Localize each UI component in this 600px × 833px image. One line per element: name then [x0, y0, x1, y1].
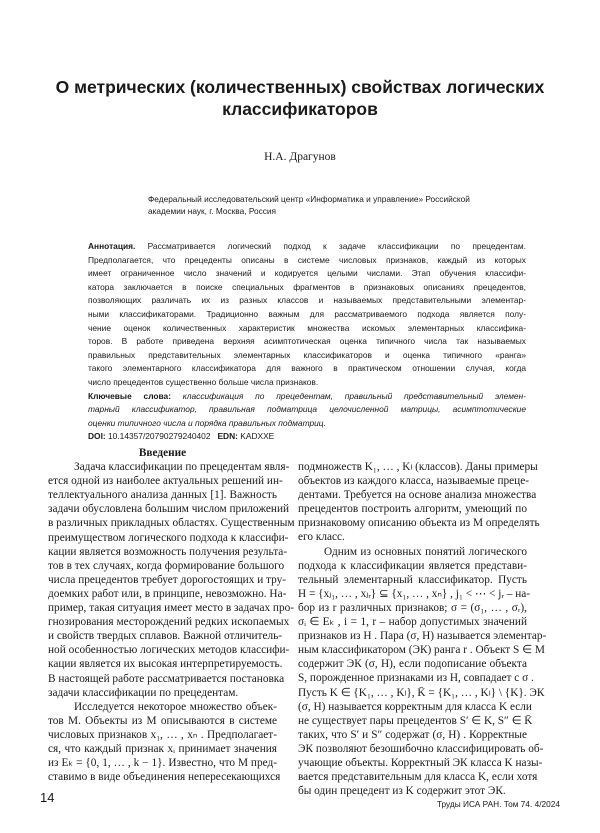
- text-line: числовых признаков x₁, … , xₙ . Предполагает-: [48, 728, 277, 742]
- keywords-text: тарный классификатор, правильная подматрица целочисленной матрицы, асимптотические: [88, 404, 526, 414]
- text-line: гнозирования месторождений редких ископаемых: [48, 615, 277, 629]
- text-line: S, порожденное признаками из H, совпадает с σ .: [298, 671, 527, 685]
- abstract-text: чение оценок количественных характеристик множества искомых элементарных классифика-: [88, 323, 526, 333]
- text-line: H = {xⱼ₁, … , xⱼᵣ} ⊆ {x₁, … , xₙ} , j₁ < ⋯ < jᵣ – на-: [298, 587, 527, 601]
- text-line: прецедентов построить алгоритм, умеющий по: [298, 502, 527, 516]
- doi-value[interactable]: 10.14357/20790279240402: [108, 431, 210, 441]
- text-line: пример, такая ситуация имеет место в задачах про-: [48, 601, 277, 615]
- text-line: Пусть K ∈ {K₁, … , Kₗ}, K̄ = {K₁, … , Kₗ} \ {K}. ЭК: [298, 686, 527, 700]
- left-column: [48, 446, 277, 784]
- abstract-text: правильных представительных элементарных классификаторов и оценка типичного «ранга»: [88, 350, 526, 360]
- article-title: О метрических (количественных) свойствах логических классификаторов: [40, 76, 560, 120]
- text-line: признаковому описанию объекта из M определять: [298, 516, 527, 530]
- text-line: таких, что S′ и S″ содержат (σ, H) . Корректные: [298, 728, 527, 742]
- journal-footer: Труды ИСА РАН. Том 74. 4/2024: [437, 799, 560, 809]
- keywords-line: [88, 403, 526, 417]
- keywords: [88, 390, 526, 431]
- abstract-line: [88, 281, 526, 295]
- abstract-line: [88, 362, 526, 376]
- text-line: вается представительным для класса K, если хотя: [298, 770, 527, 784]
- abstract-line: [88, 294, 526, 308]
- edn-value: KADXXE: [240, 431, 274, 441]
- text-line: дентами. Требуется на основе анализа множества: [298, 488, 527, 502]
- text-line: тов M. Объекты из M описываются в системе: [48, 714, 277, 728]
- text-line: ставимо в виде объединения непересекающихся: [48, 770, 277, 784]
- text-line: учающие объекты. Корректный ЭК класса K назы-: [298, 756, 527, 770]
- doi-line: [88, 430, 526, 444]
- text-line: В настоящей работе рассматривается постановка: [48, 672, 277, 686]
- text-line: признаков из H . Пара (σ, H) называется элементар-: [298, 629, 527, 643]
- abstract-label: Аннотация.: [88, 241, 135, 251]
- abstract-text: позволяющих различать их из разных классов и называемых представительными элементар-: [88, 295, 526, 305]
- paragraph: [48, 460, 277, 700]
- abstract-text: Рассматривается логический подход к задаче классификации по прецедентам.: [148, 241, 526, 251]
- text-line: содержит ЭК (σ, H), если подописание объекта: [298, 657, 527, 671]
- text-line: подхода к классификации является представи-: [298, 559, 527, 573]
- abstract-text: ными классификаторами. Традиционно важным для рассматриваемого подхода является полу-: [88, 309, 526, 319]
- text-line: ся, что каждый признак xᵢ принимает значения: [48, 742, 277, 756]
- abstract-text: Предполагается, что прецеденты описаны в системе числовых признаков, каждый из которых: [88, 255, 526, 265]
- abstract-line: [88, 240, 526, 254]
- author: Н.А. Драгунов: [0, 151, 600, 163]
- text-line: ной особенностью логических методов классифи-: [48, 643, 277, 657]
- abstract-line: [88, 254, 526, 268]
- abstract-line: [88, 335, 526, 349]
- text-line: тельный элементарный классификатор. Пусть: [298, 573, 527, 587]
- paragraph: [48, 700, 277, 785]
- text-line: не существует пары прецедентов S′ ∈ K, S″ ∈ K̄: [298, 714, 527, 728]
- keywords-line: [88, 417, 526, 431]
- text-line: преимуществом логического подхода к классифи-: [48, 531, 277, 545]
- text-line: кации является их высокая интерпретируемость.: [48, 657, 277, 671]
- abstract-line: [88, 267, 526, 281]
- abstract-line: [88, 349, 526, 363]
- text-line: в различных прикладных областях. Существенным: [48, 516, 277, 530]
- text-line: задачи классификации по прецедентам.: [48, 686, 277, 700]
- text-line: его класс.: [298, 530, 527, 544]
- text-line: числа прецедентов требует дорогостоящих и тру-: [48, 573, 277, 587]
- text-line: теллектуального анализа данных [1]. Важность: [48, 488, 277, 502]
- abstract-text: число прецедентов существенно больше числа признаков.: [88, 377, 318, 387]
- right-column: [298, 460, 527, 798]
- abstract-text: имеет ограниченное число значений и кодируется целыми числами. Этап обучения классифи-: [88, 268, 526, 278]
- text-line: задачи обусловлена большим числом приложений: [48, 502, 277, 516]
- text-line: Задача классификации по прецедентам явля-: [48, 460, 277, 474]
- keywords-text: оценки типичного числа и порядка правильных подматриц.: [88, 418, 326, 428]
- text-line: (σ, H) называется корректным для класса K если: [298, 700, 527, 714]
- text-line: ным классификатором (ЭК) ранга r . Объект S ∈ M: [298, 643, 527, 657]
- text-line: ЭК позволяют безошибочно классифицировать об-: [298, 742, 527, 756]
- text-line: бы один прецедент из K содержит этот ЭК.: [298, 784, 527, 798]
- abstract-text: катора заключается в поиске специальных фрагментов в признаковых описаниях прецедентов,: [88, 282, 526, 292]
- paragraph: [298, 545, 527, 799]
- edn-label: EDN:: [217, 431, 237, 441]
- text-line: объектов из каждого класса, называемые преце-: [298, 474, 527, 488]
- section-heading-introduction: Введение: [48, 446, 277, 460]
- abstract-text: торов. В работе приведена верхняя асимптотическая оценка типичного числа так называемых: [88, 336, 526, 346]
- abstract-line: [88, 308, 526, 322]
- abstract-text: такого элементарного классификатора для важного в практическом отношении случая, когда: [88, 363, 526, 373]
- text-line: Одним из основных понятий логического: [298, 545, 527, 559]
- abstract-line: [88, 322, 526, 336]
- text-line: доемких работ или, в принципе, невозможно. На-: [48, 587, 277, 601]
- abstract-block: [88, 240, 526, 444]
- abstract: [88, 240, 526, 390]
- text-line: из Eₖ = {0, 1, … , k − 1}. Известно, что M пред-: [48, 756, 277, 770]
- text-line: подмножеств K₁, … , Kₗ (классов). Даны примеры: [298, 460, 527, 474]
- text-line: кации является возможность получения результа-: [48, 545, 277, 559]
- keywords-label: Ключевые слова:: [88, 391, 171, 401]
- text-line: σᵢ ∈ Eₖ , i = 1, r – набор допустимых значений: [298, 615, 527, 629]
- text-line: и свойств твердых сплавов. Важной отличитель-: [48, 629, 277, 643]
- keywords-text: классификация по прецедентам, правильный представительный элемен-: [183, 391, 526, 401]
- text-line: тов в тех случаях, когда формирование большого: [48, 559, 277, 573]
- paragraph: [298, 460, 527, 545]
- doi-label: DOI:: [88, 431, 106, 441]
- text-line: бор из r различных признаков; σ = (σ₁, … , σᵣ),: [298, 601, 527, 615]
- page-number: 14: [40, 790, 54, 805]
- affiliation: Федеральный исследовательский центр «Информатика и управление» Российской академии наук, г. Москва, Россия: [148, 193, 478, 217]
- abstract-line: [88, 376, 526, 390]
- text-line: ется одной из наиболее актуальных решений ин-: [48, 474, 277, 488]
- keywords-line: [88, 390, 526, 404]
- text-line: Исследуется некоторое множество объек-: [48, 700, 277, 714]
